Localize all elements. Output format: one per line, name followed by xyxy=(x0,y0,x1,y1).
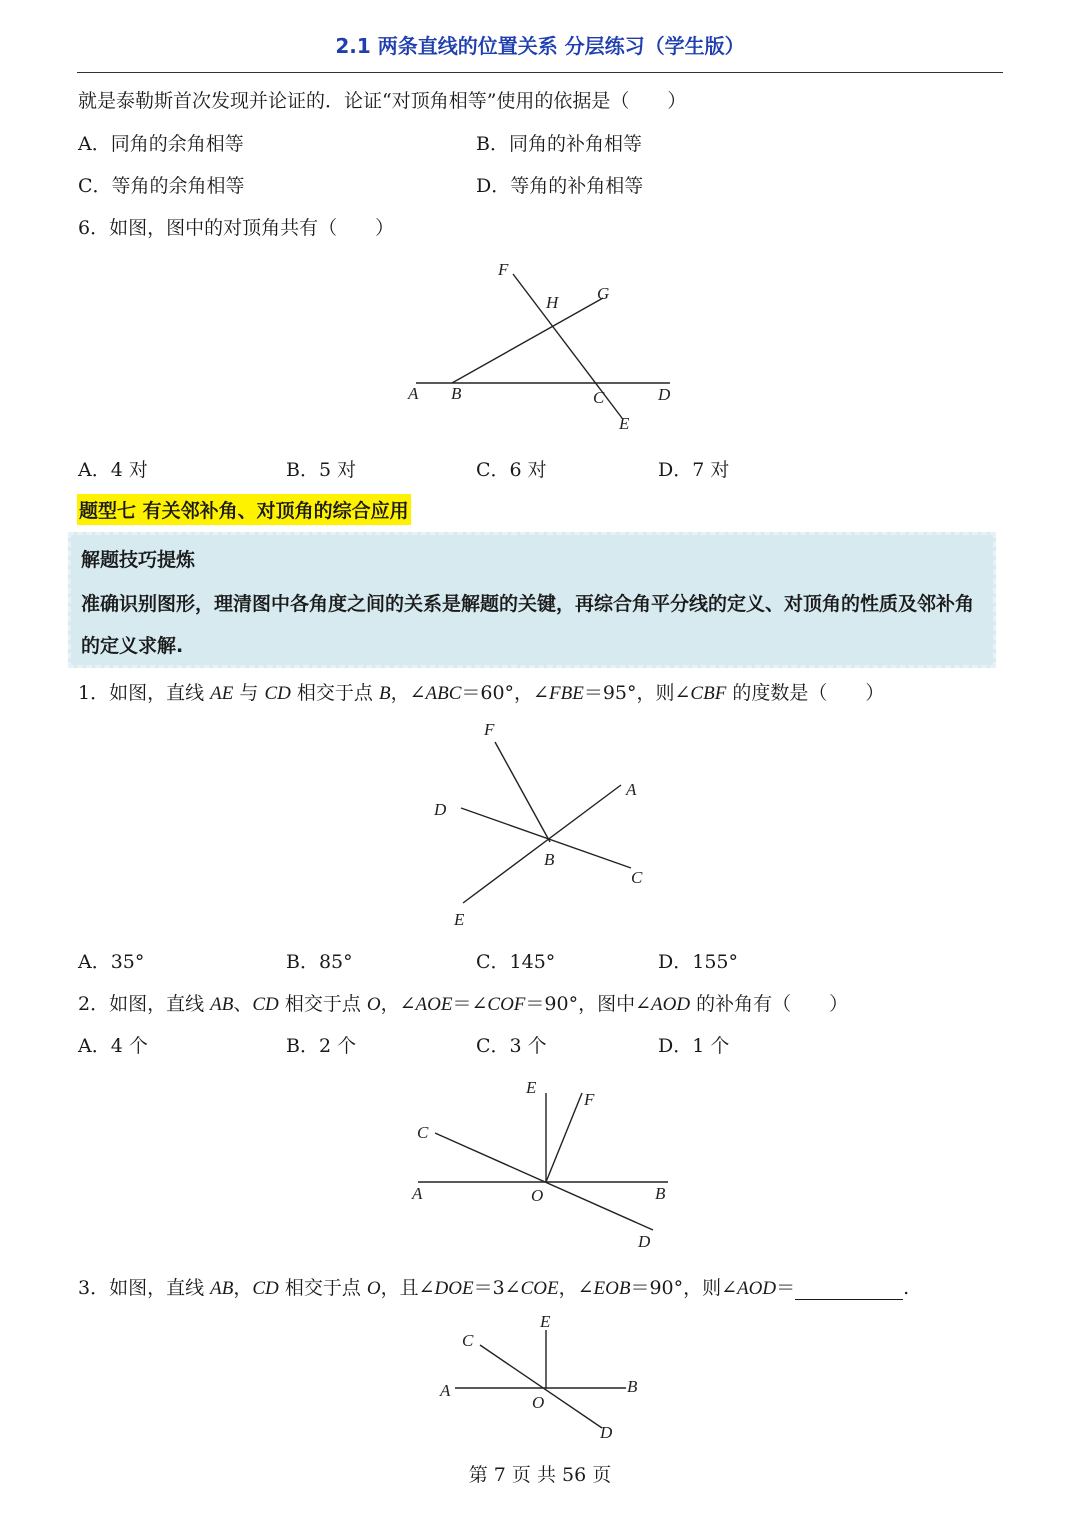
tip-body: 准确识别图形，理清图中各角度之间的关系是解题的关键，再综合角平分线的定义、对顶角的性质及邻补角的定义求解. xyxy=(81,593,975,657)
p1-text: 与 xyxy=(233,682,265,704)
tip-box xyxy=(68,532,996,668)
page-footer: 第 7 页 共 56 页 xyxy=(468,1464,612,1486)
p3-stem xyxy=(78,1273,909,1300)
p1-stem xyxy=(78,678,884,705)
q6-stem: 6．如图，图中的对顶角共有（ ） xyxy=(78,217,395,239)
section-title: 题型七 有关邻补角、对顶角的综合应用 xyxy=(77,494,411,525)
p3-label-a: A xyxy=(440,1381,451,1400)
p1-text: 相交于点 xyxy=(290,682,379,704)
p3-text: ＝90°，则∠ xyxy=(630,1277,738,1299)
p2-stem xyxy=(78,989,848,1016)
p1-text: CBF xyxy=(690,683,727,704)
p1-label-e: E xyxy=(454,910,465,929)
q5-option-a: A．同角的余角相等 xyxy=(78,133,244,155)
p1-option-a: A．35° xyxy=(78,951,145,973)
q6-label-e: E xyxy=(619,414,630,433)
p3-text: 相交于点 xyxy=(278,1277,367,1299)
p3-figure xyxy=(430,1310,650,1445)
p1-figure xyxy=(420,715,660,935)
p1-label-c: C xyxy=(631,868,643,887)
q6-label-b: B xyxy=(451,384,462,403)
p2-label-f: F xyxy=(584,1090,595,1109)
p1-text: AE xyxy=(210,683,234,704)
p1-text: 1．如图，直线 xyxy=(78,682,211,704)
p3-text: . xyxy=(903,1277,910,1299)
p2-option-b: B．2 个 xyxy=(286,1035,357,1057)
p2-label-o: O xyxy=(531,1186,544,1205)
p2-text: 、 xyxy=(233,993,253,1015)
p3-text: ， xyxy=(233,1277,253,1299)
p1-label-f: F xyxy=(484,720,495,739)
p3-text: DOE xyxy=(434,1278,474,1299)
p2-option-d: D．1 个 xyxy=(658,1035,730,1057)
q5-stem-tail: 就是泰勒斯首次发现并论证的．论证“对顶角相等”使用的依据是（ ） xyxy=(78,90,687,112)
q6-option-c: C．6 对 xyxy=(476,459,547,481)
p1-label-b: B xyxy=(544,850,555,869)
p3-text: ＝3∠ xyxy=(473,1277,521,1299)
p3-text: EOB xyxy=(593,1278,631,1299)
p3-text: ，且∠ xyxy=(380,1277,435,1299)
p2-text: ，∠ xyxy=(380,993,416,1015)
p1-text: B xyxy=(378,683,391,704)
p3-line-cd xyxy=(480,1345,602,1428)
p1-label-d: D xyxy=(434,800,447,819)
p1-option-d: D．155° xyxy=(658,951,738,973)
p3-text: ＝ xyxy=(776,1277,796,1299)
p3-text: O xyxy=(366,1278,381,1299)
p2-label-e: E xyxy=(526,1078,537,1097)
p2-option-c: C．3 个 xyxy=(476,1035,547,1057)
p3-text: ，∠ xyxy=(558,1277,594,1299)
p3-text: COE xyxy=(520,1278,559,1299)
p2-label-a: A xyxy=(412,1184,423,1203)
q6-option-a: A．4 对 xyxy=(78,459,148,481)
q6-label-c: C xyxy=(593,388,605,407)
p1-label-a: A xyxy=(626,780,637,799)
page-header-title: 2.1 两条直线的位置关系 分层练习（学生版） xyxy=(335,34,745,58)
p2-text: AB xyxy=(210,994,234,1015)
q6-option-d: D．7 对 xyxy=(658,459,730,481)
p2-text: 的补角有（ ） xyxy=(690,993,849,1015)
q6-label-d: D xyxy=(658,385,671,404)
p2-text: ＝90°，图中∠ xyxy=(525,993,651,1015)
p3-text: AB xyxy=(210,1278,234,1299)
q6-label-h: H xyxy=(546,293,559,312)
answer-blank xyxy=(795,1281,903,1300)
header-divider xyxy=(77,72,1003,73)
p2-figure xyxy=(410,1075,680,1255)
p3-label-o: O xyxy=(532,1393,545,1412)
p1-text: ABC xyxy=(425,683,462,704)
p2-label-c: C xyxy=(417,1123,429,1142)
p2-text: ＝∠ xyxy=(452,993,488,1015)
p3-label-e: E xyxy=(540,1312,551,1331)
tip-heading: 解题技巧提炼 xyxy=(81,549,196,571)
p3-text: 3．如图，直线 xyxy=(78,1277,211,1299)
p1-option-b: B．85° xyxy=(286,951,353,973)
q6-label-a: A xyxy=(408,384,419,403)
p3-label-c: C xyxy=(462,1331,474,1350)
p1-text: FBE xyxy=(548,683,584,704)
q6-figure xyxy=(400,255,680,435)
q6-option-b: B．5 对 xyxy=(286,459,357,481)
p2-text: O xyxy=(366,994,381,1015)
p1-line-ea xyxy=(463,785,621,903)
q5-option-c: C．等角的余角相等 xyxy=(78,175,245,197)
p3-text: AOD xyxy=(737,1278,777,1299)
p2-label-b: B xyxy=(655,1184,666,1203)
p3-label-b: B xyxy=(627,1377,638,1396)
p1-text: CD xyxy=(264,683,291,704)
p1-text: ＝95°，则∠ xyxy=(583,682,691,704)
p3-label-d: D xyxy=(600,1423,613,1442)
p1-ray-bf xyxy=(495,742,550,842)
p2-text: 2．如图，直线 xyxy=(78,993,211,1015)
p2-ray-of xyxy=(546,1093,582,1182)
p1-text: 的度数是（ ） xyxy=(726,682,885,704)
p2-label-d: D xyxy=(638,1232,651,1251)
p3-text: CD xyxy=(252,1278,279,1299)
q6-label-f: F xyxy=(498,260,509,279)
p1-option-c: C．145° xyxy=(476,951,556,973)
p2-text: CD xyxy=(252,994,279,1015)
p1-text: ，∠ xyxy=(390,682,426,704)
p2-option-a: A．4 个 xyxy=(78,1035,148,1057)
p2-text: AOE xyxy=(415,994,453,1015)
p1-text: ＝60°，∠ xyxy=(461,682,549,704)
p2-text: COF xyxy=(487,994,526,1015)
q6-label-g: G xyxy=(597,284,610,303)
q6-line-bg xyxy=(452,298,603,383)
q5-option-d: D．等角的补角相等 xyxy=(476,175,644,197)
p2-text: AOD xyxy=(651,994,691,1015)
q5-option-b: B．同角的补角相等 xyxy=(476,133,642,155)
p2-text: 相交于点 xyxy=(278,993,367,1015)
